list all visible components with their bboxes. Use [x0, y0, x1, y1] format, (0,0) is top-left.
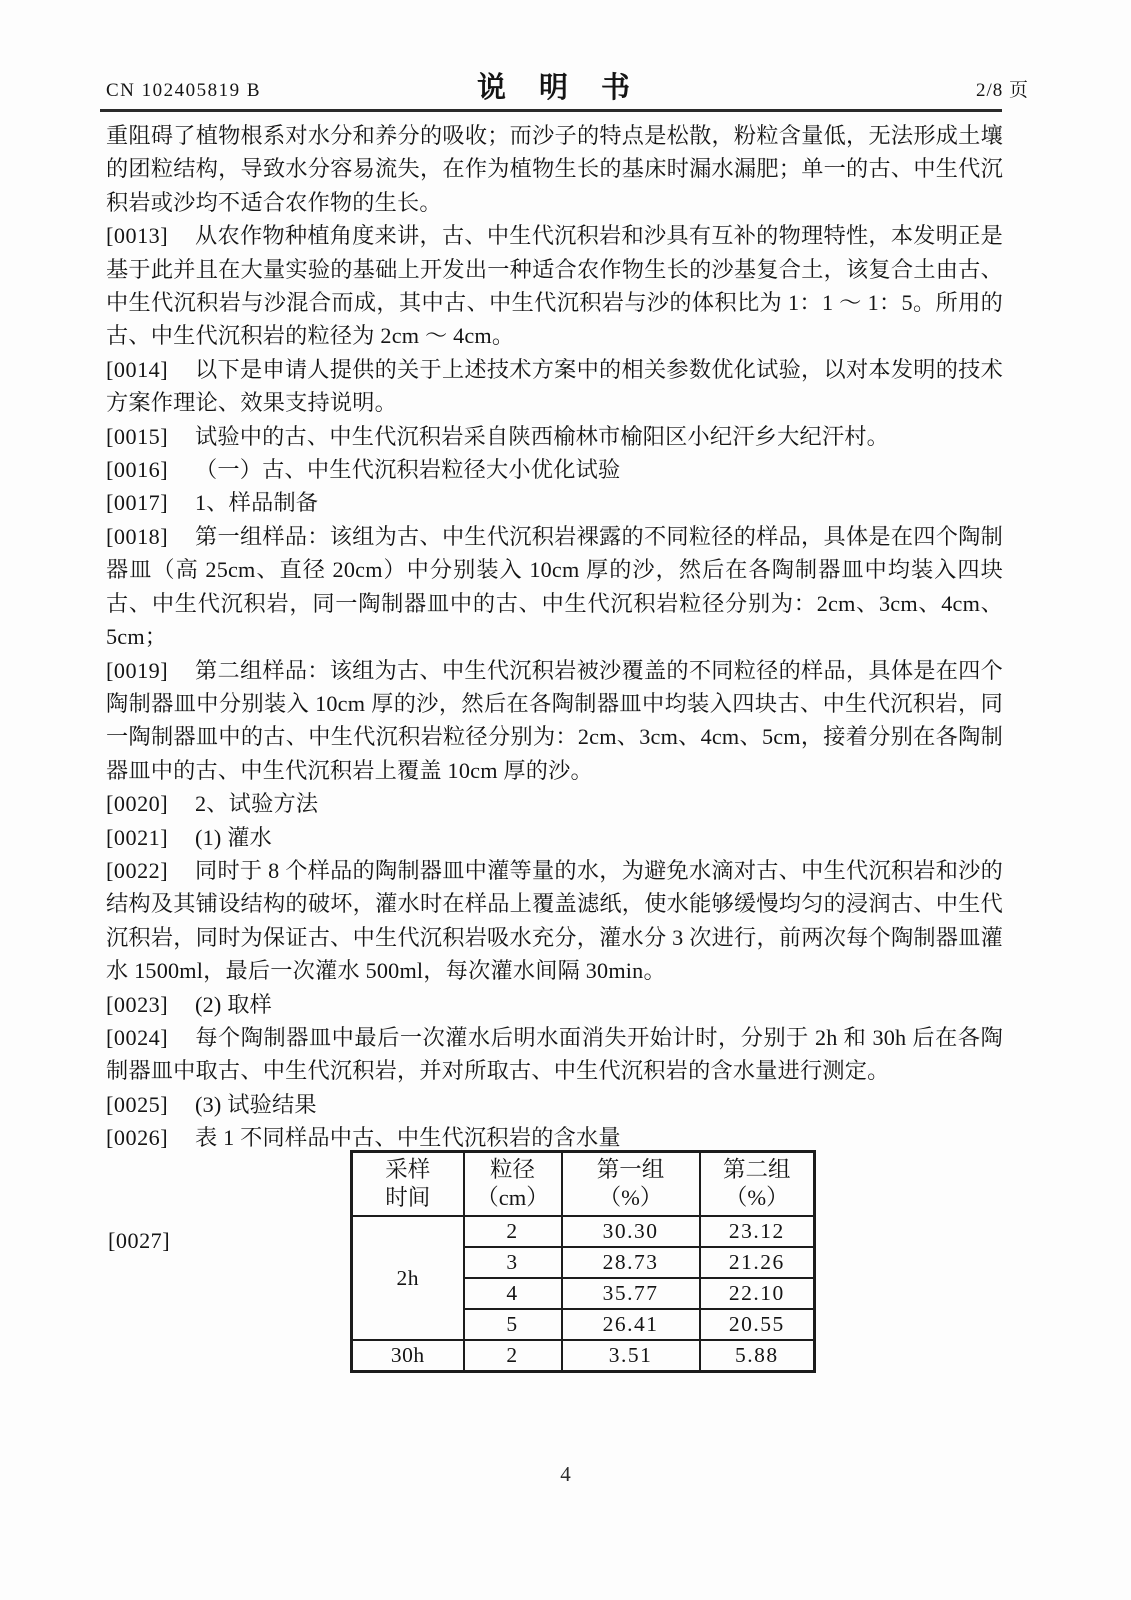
table-cell: 2: [464, 1216, 562, 1247]
paragraph-tag: [0018]: [106, 523, 169, 549]
paragraph-text: 每个陶制器皿中最后一次灌水后明水面消失开始计时，分别于 2h 和 30h 后在各陶制器皿中取古、中生代沉积岩，并对所取古、中生代沉积岩的含水量进行测定。: [106, 1024, 1003, 1084]
paragraph-tag: [0019]: [106, 657, 169, 683]
header-line: （%）: [598, 1185, 663, 1210]
header-line: 第一组: [596, 1157, 665, 1182]
table-cell: 21.26: [700, 1247, 815, 1278]
paragraph: [106, 219, 1003, 353]
document-title: 说 明 书: [476, 72, 633, 104]
table-header-row: [352, 1152, 815, 1217]
header-line: 粒径: [489, 1157, 535, 1182]
paragraph: [106, 353, 1003, 420]
header-line: 第二组: [722, 1157, 791, 1182]
paragraph: [106, 119, 1003, 219]
body-text: [106, 119, 1003, 1155]
table-section: [106, 1150, 1003, 1390]
water-content-table: [350, 1150, 816, 1373]
paragraph-tag: [0016]: [106, 457, 169, 483]
header-line: （cm）: [476, 1185, 549, 1210]
paragraph-text: (3) 试验结果: [195, 1091, 317, 1117]
paragraph-text: 从农作物种植角度来讲，古、中生代沉积岩和沙具有互补的物理特性，本发明正是基于此并且在大量实验的基础上开发出一种适合农作物生长的沙基复合土，该复合土由古、中生代沉积岩与沙混合而成，其中古、中生代沉积岩与沙的体积比为 1：1 ～ 1：5。所用的古、中生代沉积岩的粒径为 2cm ～ 4cm。: [106, 223, 1003, 349]
table-row: [352, 1216, 815, 1247]
paragraph-text: 以下是申请人提供的关于上述技术方案中的相关参数优化试验，以对本发明的技术方案作理论、效果支持说明。: [106, 356, 1003, 416]
paragraph-tag: [0015]: [106, 423, 169, 449]
paragraph: [106, 486, 1003, 519]
table-cell: 4: [464, 1278, 562, 1309]
paragraph-tag: [0026]: [106, 1125, 169, 1151]
table-cell: 26.41: [562, 1309, 700, 1340]
page-number: 4: [560, 1462, 571, 1486]
paragraph-tag: [0014]: [106, 356, 169, 382]
paragraph-text: 试验中的古、中生代沉积岩采自陕西榆林市榆阳区小纪汗乡大纪汗村。: [195, 423, 890, 449]
paragraph-tag: [0021]: [106, 824, 169, 850]
header-line: （%）: [724, 1185, 789, 1210]
paragraph-text: 第二组样品：该组为古、中生代沉积岩被沙覆盖的不同粒径的样品，具体是在四个陶制器皿中分别装入 10cm 厚的沙，然后在各陶制器皿中均装入四块古、中生代沉积岩，同一陶制器皿中的古、中生代沉积岩粒径分别为：2cm、3cm、4cm、5cm，接着分别在各陶制器皿中的古、中生代沉积岩上覆盖 10cm 厚的沙。: [106, 657, 1003, 783]
paragraph: [106, 787, 1003, 820]
paragraph-tag: [0024]: [106, 1024, 169, 1050]
table-row: [352, 1340, 815, 1372]
paragraph-tag-0027: [0027]: [108, 1228, 171, 1253]
paragraph: [106, 654, 1003, 788]
table-header-cell: [562, 1152, 700, 1217]
header-line: 时间: [385, 1185, 431, 1210]
document-number: CN 102405819 B: [106, 80, 262, 101]
paragraph-tag: [0020]: [106, 791, 169, 817]
table-cell: 5: [464, 1309, 562, 1340]
table-cell: 28.73: [562, 1247, 700, 1278]
page-indicator: 2/8 页: [975, 80, 1029, 101]
paragraph-tag: [0025]: [106, 1091, 169, 1117]
page-footer: [0, 1462, 1131, 1487]
table-cell: 3: [464, 1247, 562, 1278]
table-cell: 23.12: [700, 1216, 815, 1247]
paragraph-text: 2、试验方法: [195, 791, 319, 817]
paragraph-text: 重阻碍了植物根系对水分和养分的吸收；而沙子的特点是松散，粉粒含量低，无法形成土壤的团粒结构，导致水分容易流失，在作为植物生长的基床时漏水漏肥；单一的古、中生代沉积岩或沙均不适合农作物的生长。: [106, 123, 1003, 215]
paragraph-text: 同时于 8 个样品的陶制器皿中灌等量的水，为避免水滴对古、中生代沉积岩和沙的结构及其铺设结构的破坏，灌水时在样品上覆盖滤纸，使水能够缓慢均匀的浸润古、中生代沉积岩，同时为保证古、中生代沉积岩吸水充分，灌水分 3 次进行，前两次每个陶制器皿灌水 1500ml，最后一次灌水 500ml，每次灌水间隔 30min。: [106, 857, 1003, 984]
table-header-cell: [352, 1152, 464, 1217]
paragraph-text: 表 1 不同样品中古、中生代沉积岩的含水量: [195, 1125, 621, 1151]
table-cell: 2: [464, 1340, 562, 1372]
paragraph: [106, 988, 1003, 1021]
paragraph-tag: [0023]: [106, 991, 169, 1017]
header-line: 采样: [385, 1157, 431, 1182]
table-cell: 22.10: [700, 1278, 815, 1309]
paragraph-tag: [0017]: [106, 490, 169, 516]
paragraph: [106, 453, 1003, 486]
table-header-cell: [464, 1152, 562, 1217]
paragraph-tag: [0013]: [106, 223, 169, 249]
table-cell-time: 2h: [352, 1216, 464, 1340]
paragraph-text: （一）古、中生代沉积岩粒径大小优化试验: [195, 457, 621, 483]
paragraph-text: (1) 灌水: [195, 824, 272, 850]
paragraph-text: 第一组样品：该组为古、中生代沉积岩裸露的不同粒径的样品，具体是在四个陶制器皿（高 25cm、直径 20cm）中分别装入 10cm 厚的沙，然后在各陶制器皿中均装入四块古、中生代沉积岩，同一陶制器皿中的古、中生代沉积岩粒径分别为：2cm、3cm、4cm、5cm；: [106, 523, 1003, 650]
table-cell: 35.77: [562, 1278, 700, 1309]
paragraph-text: 1、样品制备: [195, 490, 319, 516]
paragraph: [106, 854, 1003, 988]
table-cell: 30.30: [562, 1216, 700, 1247]
page-header: [106, 64, 1029, 106]
paragraph: [106, 1088, 1003, 1121]
header-divider: [100, 109, 1002, 112]
table-cell: 3.51: [562, 1340, 700, 1372]
paragraph-tag: [0022]: [106, 857, 169, 883]
paragraph: [106, 1021, 1003, 1088]
table-cell: 20.55: [700, 1309, 815, 1340]
table-cell: 5.88: [700, 1340, 815, 1372]
paragraph: [106, 821, 1003, 854]
paragraph: [106, 520, 1003, 654]
paragraph: [106, 420, 1003, 453]
table-cell-time: 30h: [352, 1340, 464, 1372]
table-header-cell: [700, 1152, 815, 1217]
paragraph-text: (2) 取样: [195, 991, 272, 1017]
